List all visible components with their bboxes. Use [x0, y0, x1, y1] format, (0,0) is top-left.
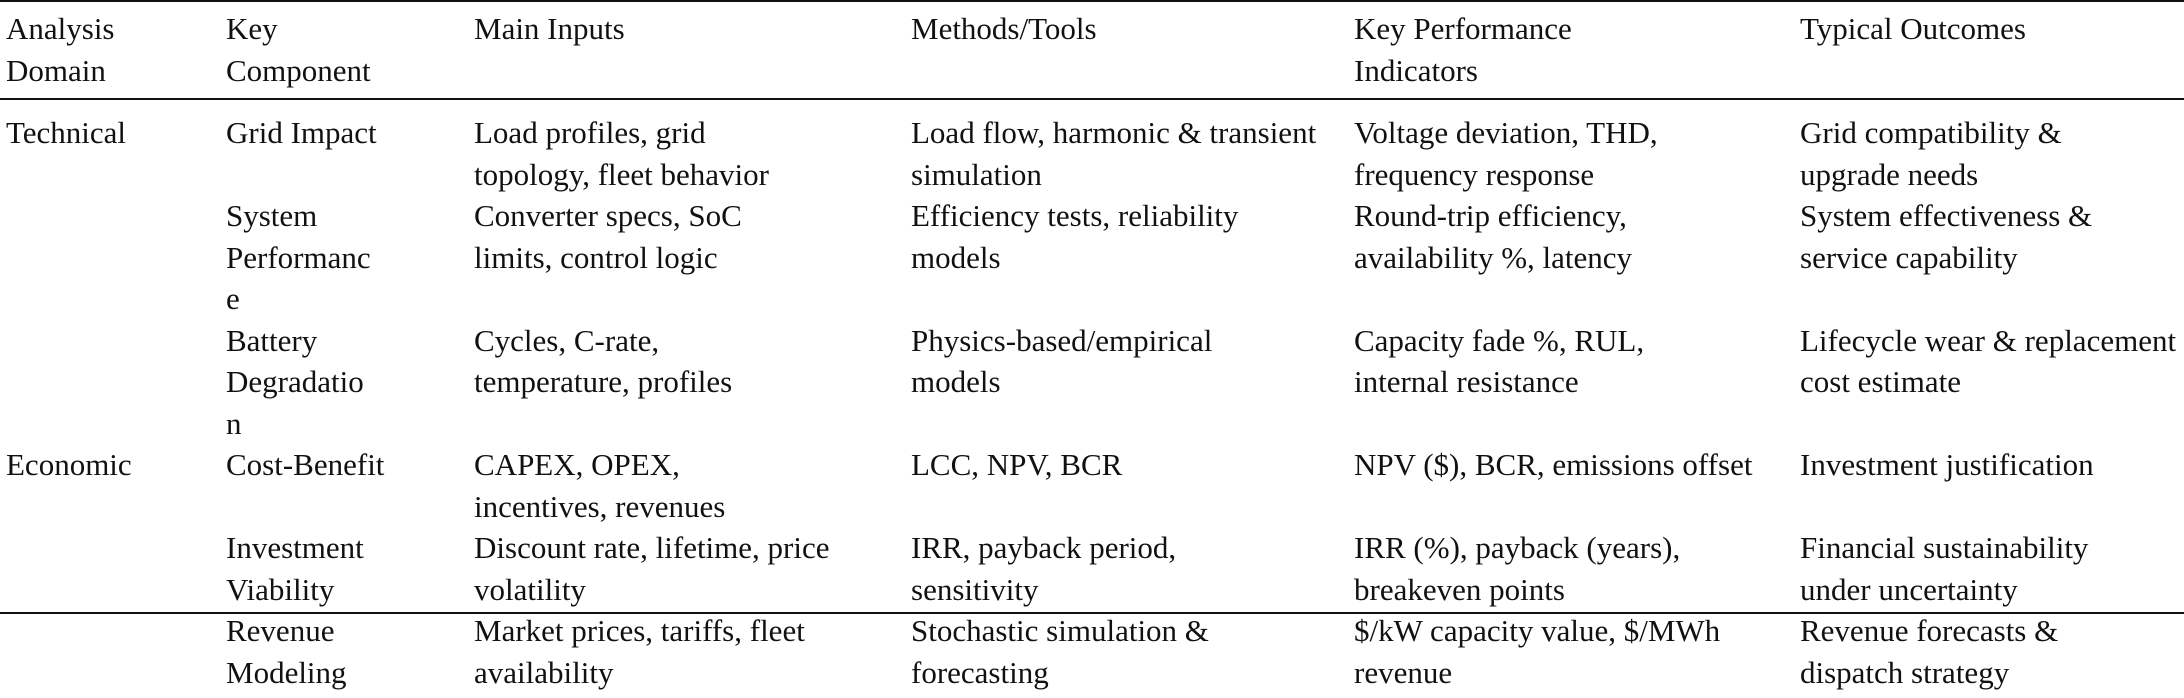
cell-domain: Economic	[6, 447, 132, 482]
table-row	[0, 320, 2184, 445]
header-analysis-domain: Analysis Domain	[6, 11, 115, 88]
cell-component: Cost-Benefit	[226, 447, 385, 482]
cell-kpis: Capacity fade %, RUL, internal resistance	[1354, 322, 1645, 399]
cell-domain	[0, 195, 220, 320]
cell-inputs: Converter specs, SoC limits, control logic	[474, 198, 742, 275]
cell-inputs: CAPEX, OPEX, incentives, revenues	[474, 447, 726, 524]
header-main-inputs: Main Inputs	[474, 11, 625, 46]
cell-methods: Efficiency tests, reliability models	[911, 198, 1239, 275]
table-row	[0, 610, 2184, 698]
table-header	[0, 0, 2184, 100]
cell-domain	[0, 610, 220, 698]
table-row	[0, 444, 2184, 527]
table-body	[0, 100, 2184, 698]
header-key-component: Key Component	[226, 11, 371, 88]
header-key-performance-indicators: Key Performance Indicators	[1354, 11, 1572, 88]
cell-inputs: Cycles, C-rate, temperature, profiles	[474, 322, 733, 399]
cell-component: Revenue Modeling	[226, 613, 347, 690]
cell-outcomes: Grid compatibility & upgrade needs	[1800, 115, 2062, 192]
cell-kpis: Voltage deviation, THD, frequency response	[1354, 115, 1658, 192]
cell-inputs: Market prices, tariffs, fleet availability	[474, 613, 805, 690]
table-row	[0, 195, 2184, 320]
cell-component: Investment Viability	[226, 530, 364, 607]
cell-kpis: IRR (%), payback (years), breakeven points	[1354, 530, 1681, 607]
cell-outcomes: System effectiveness & service capability	[1800, 198, 2093, 275]
cell-domain: Technical	[6, 115, 127, 150]
cell-kpis: NPV ($), BCR, emissions offset	[1354, 447, 1753, 482]
table-row	[0, 527, 2184, 610]
cell-outcomes: Investment justification	[1800, 447, 2094, 482]
header-row	[0, 0, 2184, 100]
cell-component: Battery Degradation	[226, 322, 364, 441]
cell-component: System Performance	[226, 198, 371, 316]
cell-outcomes: Lifecycle wear & replacement cost estimate	[1800, 322, 2177, 399]
cell-methods: Physics-based/empirical models	[911, 322, 1213, 399]
cell-kpis: $/kW capacity value, $/MWh revenue	[1354, 613, 1721, 690]
cell-domain	[0, 320, 220, 445]
cell-methods: LCC, NPV, BCR	[911, 447, 1123, 482]
header-typical-outcomes: Typical Outcomes	[1800, 11, 2026, 46]
cell-component: Grid Impact	[226, 115, 377, 150]
cell-kpis: Round-trip efficiency, availability %, latency	[1354, 198, 1633, 275]
table-row	[0, 100, 2184, 195]
cell-outcomes: Revenue forecasts & dispatch strategy	[1800, 613, 2059, 690]
cell-inputs: Discount rate, lifetime, price volatility	[474, 530, 830, 607]
cell-outcomes: Financial sustainability under uncertainty	[1800, 530, 2089, 607]
cell-methods: Load flow, harmonic & transient simulation	[911, 115, 1317, 192]
header-methods-tools: Methods/Tools	[911, 11, 1097, 46]
cell-inputs: Load profiles, grid topology, fleet behavior	[474, 115, 769, 192]
cell-methods: Stochastic simulation & forecasting	[911, 613, 1209, 690]
cell-domain	[0, 527, 220, 610]
cell-methods: IRR, payback period, sensitivity	[911, 530, 1177, 607]
